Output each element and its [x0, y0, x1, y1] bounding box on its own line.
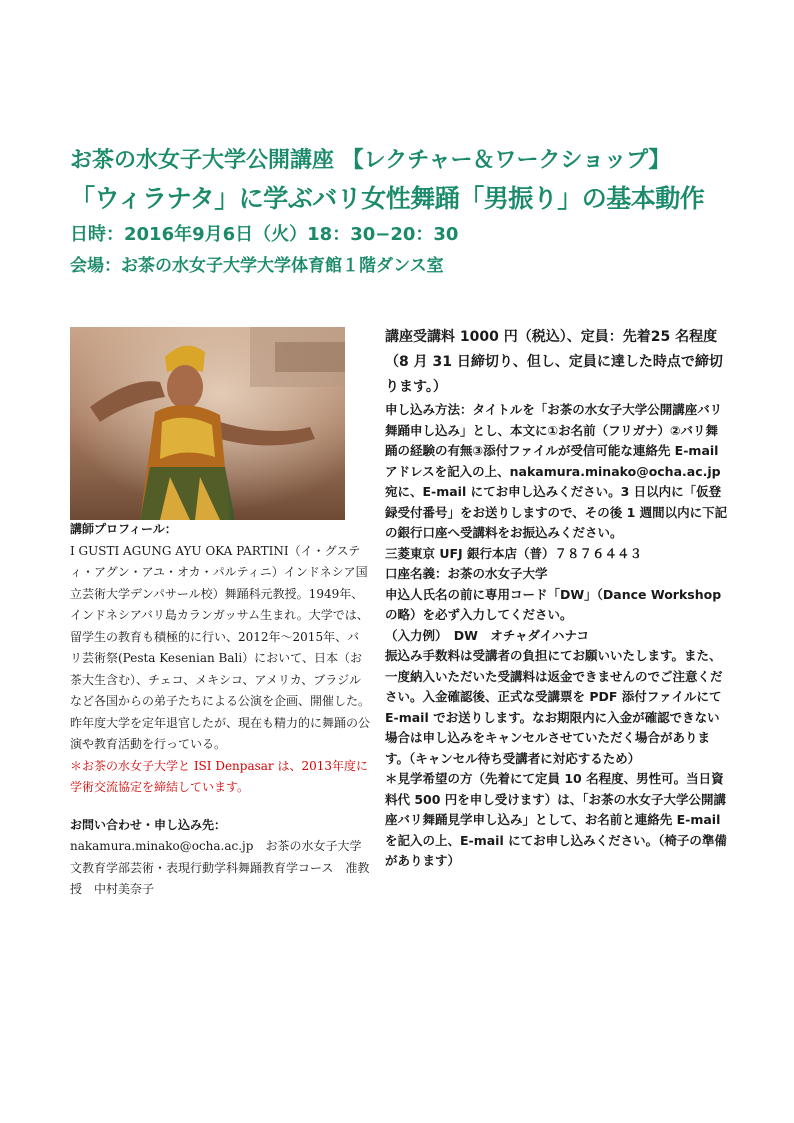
profile-body: I GUSTI AGUNG AYU OKA PARTINI（イ・グスティ・アグン・アユ・オカ・パルティニ）インドネシア国立芸術大学デンパサール校）舞踊科元教授。1949年、インドネシアバリ島カランガッサム生まれ。大学では、留学生の教育も積極的に行い、2012年～2015年、バリ芸術祭(Pesta Kesenian Bali）において、日本（お茶大生含む）、チェコ、メキシコ、アメリカ、ブラジルなど各国からの弟子たちによる公演を企画、開催した。昨年度大学を定年退官したが、現在も精力的に舞踊の公演や教育活動を行っている。 — [70, 543, 371, 751]
observer-info: ＊見学希望の方（先着にて定員 10 名程度、男性可。当日資料代 500 円を申し受けます）は、「お茶の水女子大学公開講座バリ舞踊見学申し込み」として、お名前と連絡先 E-mail を記入の上、E-mail にてお申し込みください。（椅子の準備があります） — [385, 771, 727, 868]
input-example: （入力例） DW オチャダイハナコ — [385, 627, 590, 643]
apply-method: 申し込み方法：タイトルを「お茶の水女子大学公開講座バリ舞踊申し込み」とし、本文に①お名前（フリガナ）②バリ舞踊の経験の有無③添付ファイルが受信可能な連絡先 E-mail アドレスを記入の上、nakamura.minako@ocha.ac.jp 宛に、E-mail にてお申し込みください。3 日以内に「仮登録受付番号」をお送りしますので、その後 1 週間以内に下記の銀行口座へ受講料をお振込みください。 — [385, 402, 728, 540]
header — [70, 143, 750, 281]
event-venue: 会場：お茶の水女子大学大学体育館１階ダンス室 — [70, 256, 444, 276]
fee-info: 講座受講料 1000 円（税込）、定員：先着25 名程度（8 月 31 日締切り、但し、定員に達した時点で締切ります。） — [385, 329, 723, 395]
left-column — [70, 519, 370, 901]
contact-body: nakamura.minako@ocha.ac.jp お茶の水女子大学文教育学部芸術・表現行動学科舞踊教育学コース 准教授 中村美奈子 — [70, 839, 370, 896]
bank-info: 三菱東京 UFJ 銀行本店（普）７８７６４４３ — [385, 545, 643, 561]
event-series-title: お茶の水女子大学公開講座 【レクチャー＆ワークショップ】 — [70, 148, 671, 173]
code-info: 申込人氏名の前に専用コード「DW」（Dance Workshop の略）を必ず入力してください。 — [385, 586, 722, 622]
dancer-photo — [70, 327, 345, 520]
account-name: 口座名義：お茶の水女子大学 — [385, 566, 548, 581]
event-title: 「ウィラナタ」に学ぶバリ女性舞踊「男振り」の基本動作 — [70, 184, 705, 213]
exchange-note: ＊お茶の水女子大学と ISI Denpasar は、2013年度に学術交流協定を締結しています。 — [70, 758, 369, 794]
profile-heading: 講師プロフィール： — [70, 522, 177, 536]
right-column — [385, 325, 730, 872]
transfer-notes: 振込み手数料は受講者の負担にてお願いいたします。また、一度納入いただいた受講料は返金できませんのでご注意ください。入金確認後、正式な受講票を PDF 添付ファイルにて E-mail でお送りします。なお期限内に入金が確認できない場合は申し込みをキャンセルさせていただく場合があります。（キャンセル待ち受講者に対応するため） — [385, 648, 723, 766]
event-date: 日時：2016年9月6日（火）18：30−20：30 — [70, 224, 459, 245]
contact-heading: お問い合わせ・申し込み先： — [70, 817, 227, 832]
